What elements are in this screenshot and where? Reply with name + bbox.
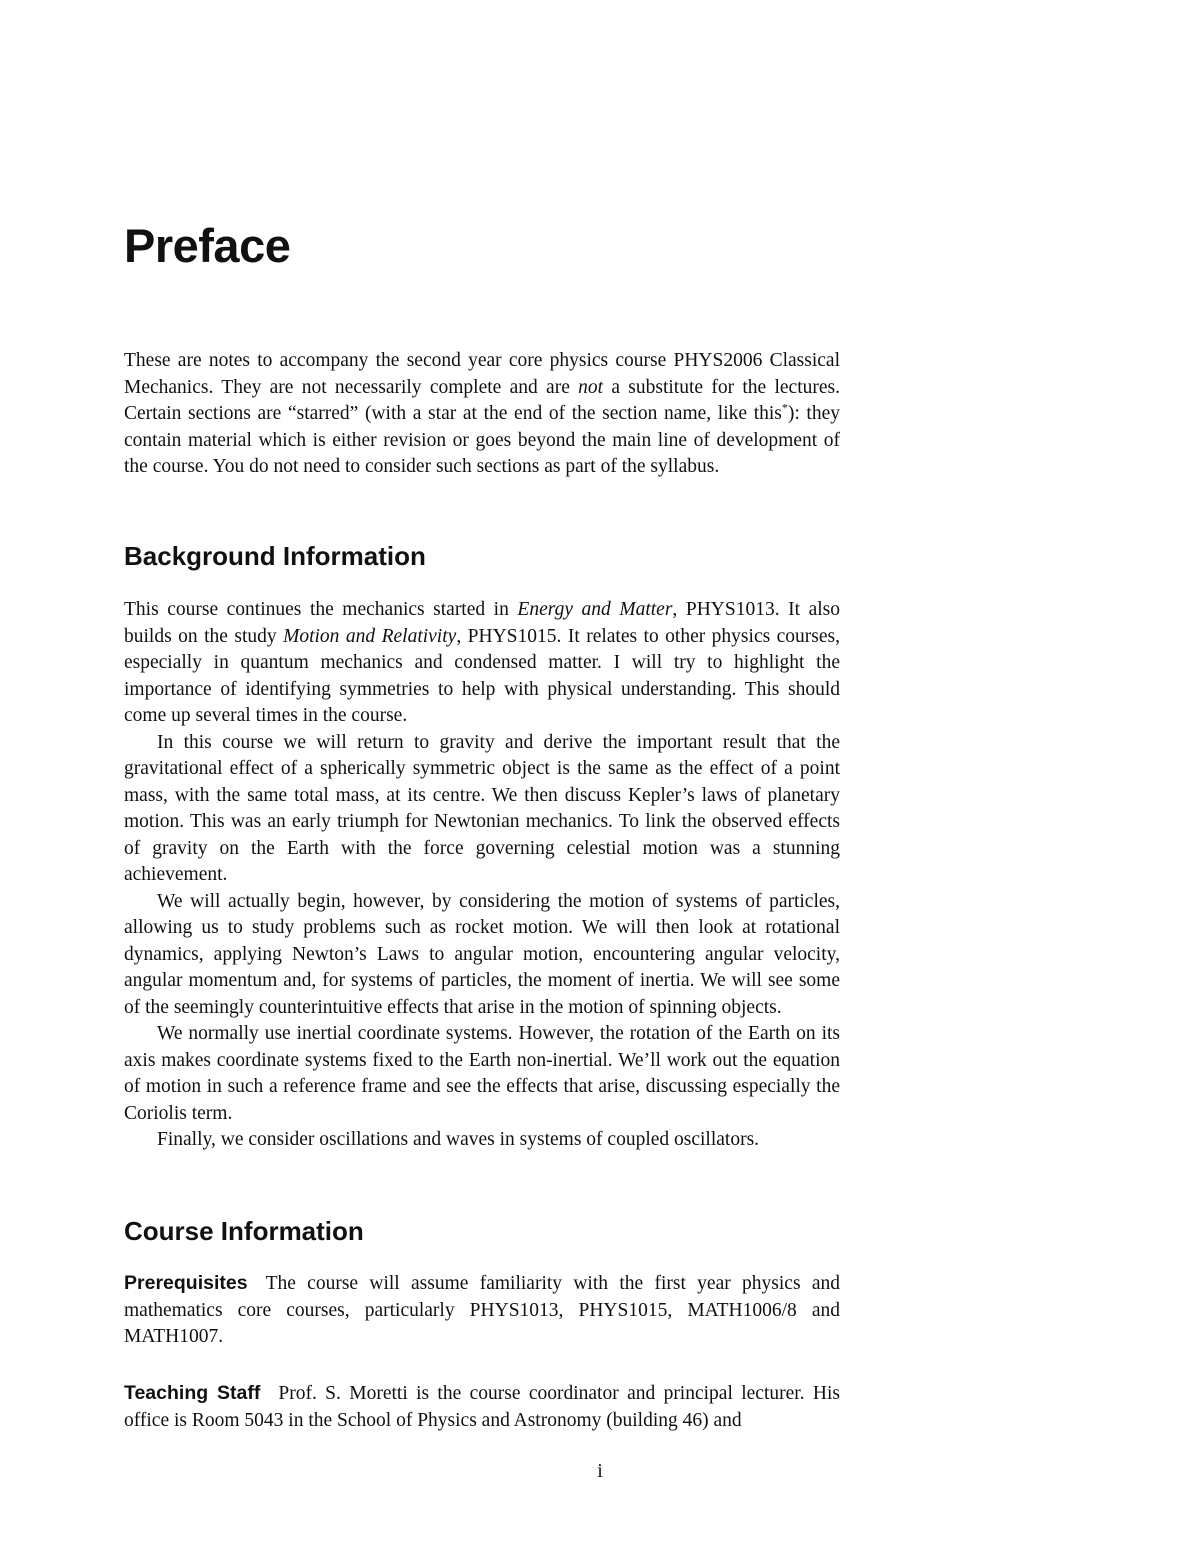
prerequisites-paragraph bbox=[124, 1270, 840, 1351]
bg-p1-text-3: , PHYS1015. It relates to other physics courses, especially in quantum mechanics and condensed matter. I will try to highlight the importance of identifying symmetries to help with physical understanding. This should come up several times in the course. bbox=[124, 625, 840, 726]
background-paragraph-3: We will actually begin, however, by considering the motion of systems of particles, allowing us to study problems such as rocket motion. We will then look at rotational dynamics, applying Newton’s Laws to angular motion, encountering angular velocity, angular momentum and, for systems of particles, the moment of inertia. We will see some of the seemingly counterintuitive effects that arise in the motion of spinning objects. bbox=[124, 890, 840, 1018]
page-number: i bbox=[597, 1460, 603, 1482]
intro-paragraph bbox=[124, 348, 840, 481]
section-heading-course: Course Information bbox=[124, 1216, 364, 1246]
teaching-staff-block bbox=[124, 1380, 840, 1434]
teaching-staff-label: Teaching Staff bbox=[124, 1382, 261, 1404]
background-block bbox=[124, 597, 840, 1154]
teaching-staff-paragraph bbox=[124, 1380, 840, 1434]
background-paragraph-5: Finally, we consider oscillations and waves in systems of coupled oscillators. bbox=[157, 1129, 760, 1150]
chapter-title: Preface bbox=[124, 219, 291, 272]
prerequisites-text: The course will assume familiarity with the first year physics and mathematics core courses, particularly PHYS1013, PHYS1015, MATH1006/8 and MATH1007. bbox=[124, 1273, 840, 1347]
bg-p1-emphasis-2: Motion and Relativity bbox=[283, 625, 457, 647]
background-paragraph-4: We normally use inertial coordinate systems. However, the rotation of the Earth on its axis makes coordinate systems fixed to the Earth non-inertial. We’ll work out the equation of motion in such a reference frame and see the effects that arise, discussing especially the Coriolis term. bbox=[124, 1023, 840, 1124]
intro-text-1: These are notes to accompany the second year core physics course PHYS2006 Classical Mechanics. They are not necessarily complete and are bbox=[124, 350, 840, 398]
prerequisites-block bbox=[124, 1270, 840, 1351]
teaching-staff-text: Prof. S. Moretti is the course coordinator and principal lecturer. His office is Room 5043 in the School of Physics and Astronomy (building 46) and bbox=[124, 1383, 840, 1431]
prerequisites-label: Prerequisites bbox=[124, 1272, 248, 1294]
intro-emphasis: not bbox=[578, 376, 604, 398]
background-paragraph-2: In this course we will return to gravity and derive the important result that the gravitational effect of a spherically symmetric object is the same as the effect of a point mass, with the same total mass, at its centre. We then discuss Kepler’s laws of planetary motion. This was an early triumph for Newtonian mechanics. To link the observed effects of gravity on the Earth with the force governing celestial motion was a stunning achievement. bbox=[124, 731, 840, 885]
bg-p1-emphasis-1: Energy and Matter bbox=[517, 599, 673, 620]
section-heading-background: Background Information bbox=[124, 541, 426, 571]
intro-text-2: a substitute for the lectures. Certain sections are “starred” (with a star at the end of the section name, like this bbox=[124, 376, 840, 424]
intro-block bbox=[124, 348, 840, 481]
intro-text-3: ): they contain material which is either revision or goes beyond the main line of development of the course. You do not need to consider such sections as part of the syllabus. bbox=[124, 403, 841, 477]
bg-p1-text-2: , PHYS1013. It also builds on the study bbox=[124, 599, 840, 647]
bg-p1-text-1: This course continues the mechanics started in bbox=[124, 599, 518, 620]
background-paragraph-1 bbox=[124, 597, 840, 730]
star-marker: * bbox=[781, 400, 788, 415]
